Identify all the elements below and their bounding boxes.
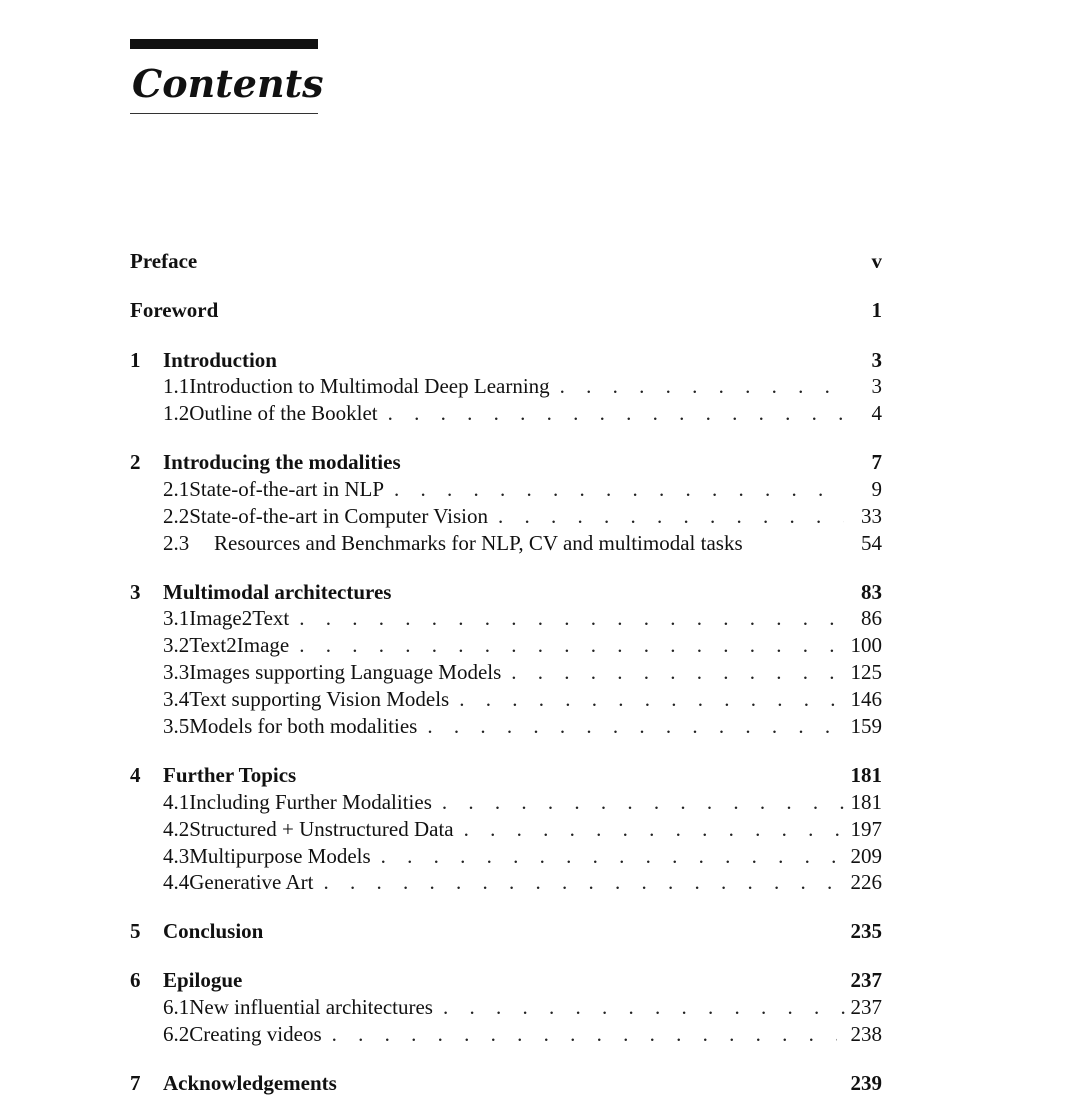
leader-dots	[459, 686, 836, 712]
section-number: 3.3	[163, 660, 190, 684]
toc-section-4-2[interactable]	[130, 816, 882, 842]
section-page: 146	[850, 687, 882, 711]
section-page: 125	[850, 660, 882, 684]
toc-section-4-4[interactable]	[130, 869, 882, 895]
section-number: 4.4	[163, 870, 190, 894]
section-title: Image2Text	[189, 606, 290, 630]
toc-section-6-1[interactable]	[130, 994, 882, 1020]
chapter-title: Further Topics	[163, 763, 297, 787]
leader-dots	[323, 869, 836, 895]
toc-chapter-1[interactable]	[130, 347, 882, 373]
leader-dots	[332, 1021, 837, 1047]
section-number: 4.1	[163, 790, 190, 814]
section-number: 2.2	[163, 504, 190, 528]
section-number: 4.3	[163, 844, 190, 868]
toc-entry-page: 1	[871, 298, 882, 322]
toc-section-1-2[interactable]	[130, 400, 882, 426]
section-page: 4	[871, 401, 882, 425]
toc-chapter-6[interactable]	[130, 967, 882, 993]
section-page: 9	[871, 477, 882, 501]
toc-section-3-4[interactable]	[130, 686, 882, 712]
leader-dots	[442, 789, 847, 815]
chapter-page: 237	[850, 968, 882, 992]
leader-dots	[560, 373, 844, 399]
section-number: 6.1	[163, 995, 190, 1019]
leader-dots	[443, 994, 847, 1020]
section-title: Resources and Benchmarks for NLP, CV and multimodal tasks	[214, 531, 743, 555]
chapter-number: 5	[130, 919, 141, 943]
section-page: 86	[861, 606, 882, 630]
toc-chapter-5[interactable]	[130, 918, 882, 944]
chapter-page: 83	[861, 580, 882, 604]
chapter-title: Epilogue	[163, 968, 243, 992]
section-title: Introduction to Multimodal Deep Learning	[189, 374, 550, 398]
toc-section-2-3[interactable]	[130, 530, 882, 556]
toc-section-4-1[interactable]	[130, 789, 882, 815]
toc-section-1-1[interactable]	[130, 373, 882, 399]
table-of-contents	[130, 0, 882, 1096]
section-title: New influential architectures	[189, 995, 433, 1019]
section-page: 33	[861, 504, 882, 528]
section-title: State-of-the-art in Computer Vision	[189, 504, 488, 528]
section-number: 3.5	[163, 714, 190, 738]
toc-section-2-2[interactable]	[130, 503, 882, 529]
chapter-number: 3	[130, 580, 141, 604]
toc-section-3-1[interactable]	[130, 605, 882, 631]
chapter-title: Conclusion	[163, 919, 264, 943]
toc-section-3-3[interactable]	[130, 659, 882, 685]
leader-dots	[388, 400, 844, 426]
leader-dots	[299, 605, 844, 631]
leader-dots	[498, 503, 844, 529]
toc-chapter-2[interactable]	[130, 449, 882, 475]
section-number: 3.2	[163, 633, 190, 657]
chapter-title: Introduction	[163, 348, 277, 372]
section-page: 54	[861, 531, 882, 555]
chapter-page: 7	[871, 450, 882, 474]
section-number: 1.2	[163, 401, 190, 425]
leader-dots	[299, 632, 836, 658]
section-title: Including Further Modalities	[189, 790, 432, 814]
section-title: Structured + Unstructured Data	[189, 817, 454, 841]
page-title: Contents	[132, 61, 324, 106]
section-page: 197	[850, 817, 882, 841]
toc-section-6-2[interactable]	[130, 1021, 882, 1047]
chapter-page: 3	[871, 348, 882, 372]
toc-entry-title: Preface	[130, 249, 198, 273]
section-title: Models for both modalities	[189, 714, 418, 738]
section-number: 3.1	[163, 606, 190, 630]
chapter-title: Multimodal architectures	[163, 580, 392, 604]
toc-entry-preface[interactable]	[130, 248, 882, 274]
toc-chapter-3[interactable]	[130, 579, 882, 605]
toc-section-3-5[interactable]	[130, 713, 882, 739]
section-title: Text supporting Vision Models	[189, 687, 450, 711]
chapter-number: 4	[130, 763, 141, 787]
toc-entry-page: v	[871, 249, 882, 273]
section-title: Images supporting Language Models	[189, 660, 502, 684]
section-title: Outline of the Booklet	[189, 401, 378, 425]
section-title: Multipurpose Models	[189, 844, 371, 868]
section-title: Creating videos	[189, 1022, 322, 1046]
section-page: 209	[850, 844, 882, 868]
leader-dots	[464, 816, 847, 842]
section-title: Text2Image	[189, 633, 290, 657]
section-page: 181	[850, 790, 882, 814]
section-title: State-of-the-art in NLP	[189, 477, 385, 501]
leader-dots	[381, 843, 837, 869]
section-number: 6.2	[163, 1022, 190, 1046]
toc-section-4-3[interactable]	[130, 843, 882, 869]
section-number: 2.3	[163, 531, 190, 555]
section-number: 2.1	[163, 477, 190, 501]
chapter-title: Introducing the modalities	[163, 450, 401, 474]
section-number: 4.2	[163, 817, 190, 841]
chapter-title: Acknowledgements	[163, 1071, 337, 1095]
toc-chapter-7[interactable]	[130, 1070, 882, 1096]
toc-entry-foreword[interactable]	[130, 297, 882, 323]
leader-dots	[394, 476, 844, 502]
chapter-number: 2	[130, 450, 141, 474]
chapter-number: 6	[130, 968, 141, 992]
section-number: 1.1	[163, 374, 190, 398]
toc-section-2-1[interactable]	[130, 476, 882, 502]
section-page: 237	[850, 995, 882, 1019]
section-number: 3.4	[163, 687, 190, 711]
leader-dots	[511, 659, 836, 685]
toc-chapter-4[interactable]	[130, 762, 882, 788]
section-page: 3	[871, 374, 882, 398]
section-page: 226	[850, 870, 882, 894]
section-page: 100	[850, 633, 882, 657]
section-page: 159	[850, 714, 882, 738]
chapter-number: 1	[130, 348, 141, 372]
section-title: Generative Art	[189, 870, 314, 894]
leader-dots	[427, 713, 836, 739]
chapter-page: 181	[850, 763, 882, 787]
section-page: 238	[850, 1022, 882, 1046]
toc-entry-title: Foreword	[130, 298, 219, 322]
chapter-page: 235	[850, 919, 882, 943]
toc-section-3-2[interactable]	[130, 632, 882, 658]
chapter-number: 7	[130, 1071, 141, 1095]
chapter-page: 239	[850, 1071, 882, 1095]
